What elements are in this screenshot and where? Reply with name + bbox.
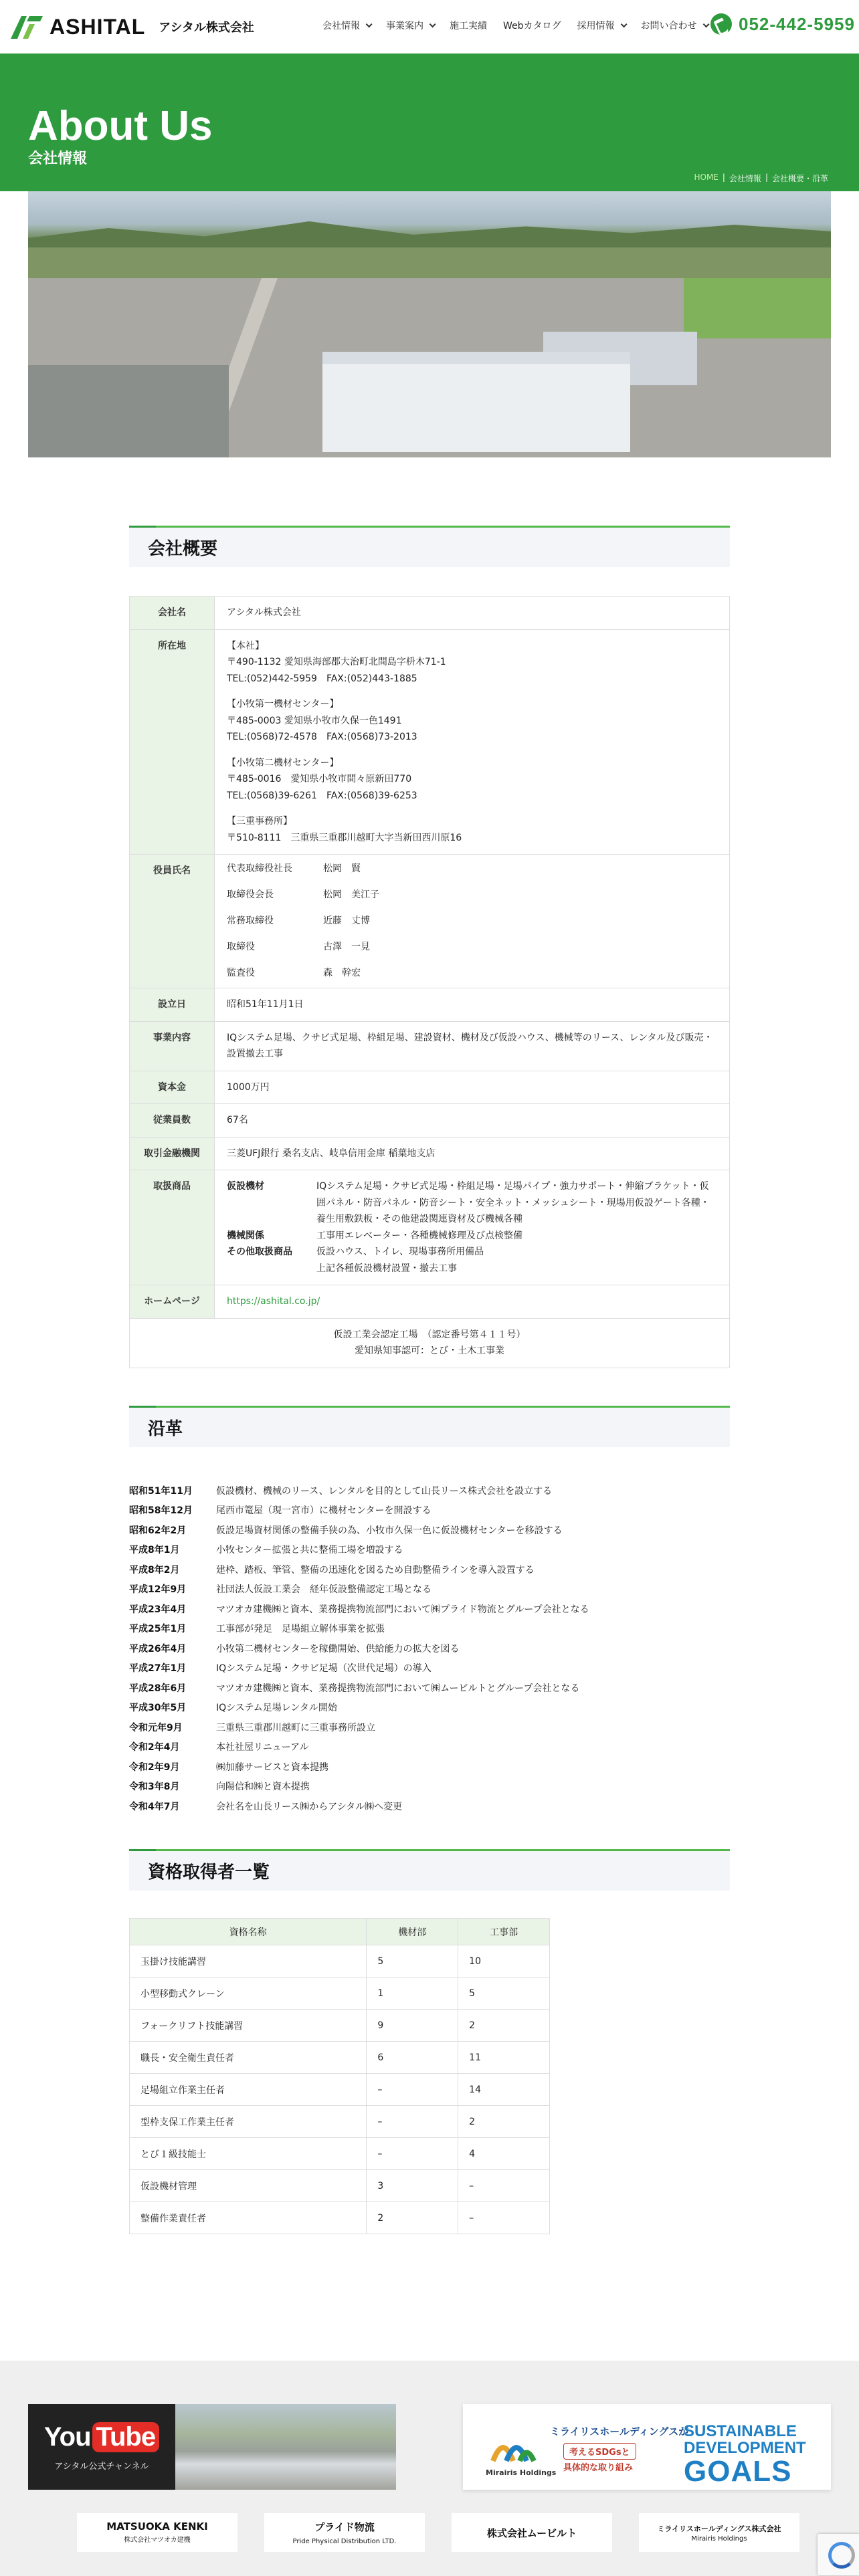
- partner-pride[interactable]: [264, 2513, 425, 2552]
- history-date: 平成25年1月: [129, 1624, 187, 1635]
- office-line: TEL:(0568)39-6261 FAX:(0568)39-6253: [227, 790, 417, 801]
- section-title-qualifications: 資格取得者一覧: [148, 1862, 270, 1883]
- breadcrumb-current: 会社概要・沿革: [771, 174, 828, 183]
- history-text: 建枠、踏板、筆管、整備の迅速化を図るため自動整備ラインを導入設置する: [216, 1564, 535, 1576]
- officer-row: [227, 934, 717, 960]
- history-section-head: [129, 1406, 730, 1447]
- history-item: [129, 1580, 730, 1600]
- nav-works[interactable]: [442, 19, 495, 32]
- nav-business[interactable]: [378, 19, 442, 32]
- global-nav: [314, 19, 715, 32]
- qualification-name: 型枠支保工作業主任者: [130, 2106, 367, 2138]
- table-row: [130, 629, 730, 855]
- product-category: 仮設機材: [227, 1181, 264, 1192]
- construction-count: –: [458, 2202, 550, 2234]
- office-line: 〒490-1132 愛知県海部郡大治町北間島字枡木71-1: [227, 657, 446, 667]
- logo-text-en: ASHITAL: [50, 14, 146, 39]
- table-row: [130, 1318, 730, 1368]
- history-list: [129, 1481, 730, 1816]
- overview-section-head: [129, 526, 730, 567]
- qualification-name: とび１級技能士: [130, 2138, 367, 2170]
- footer-banners: [0, 2361, 859, 2576]
- sdgs-holdings-name: Mirairis Holdings: [486, 2468, 557, 2477]
- history-item: [129, 1737, 730, 1757]
- history-date: 平成23年4月: [129, 1604, 187, 1615]
- officer-row: [227, 908, 717, 934]
- chevron-down-icon: [702, 21, 709, 27]
- business-value: IQシステム足場、クサビ式足場、枠組足場、建設資材、機材及び仮設ハウス、機械等のリース、レンタル及び販売・設置撤去工事: [215, 1021, 730, 1071]
- nav-label: お問い合わせ: [640, 21, 697, 31]
- nav-label: Webカタログ: [503, 21, 561, 31]
- officer-row: [227, 960, 717, 986]
- row-label: 役員氏名: [130, 855, 215, 988]
- page-hero: [0, 53, 859, 191]
- officers-value: [215, 855, 730, 988]
- partner-sub: Pride Physical Distribution LTD.: [292, 2537, 397, 2545]
- office-name: 【本社】: [227, 640, 264, 651]
- youtube-caption: アシタル公式チャンネル: [54, 2462, 149, 2472]
- nav-web-catalog[interactable]: [495, 19, 569, 32]
- construction-count: 14: [458, 2074, 550, 2106]
- qualification-name: 整備作業責任者: [130, 2202, 367, 2234]
- history-date: 令和4年7月: [129, 1801, 180, 1812]
- qualification-section-head: [129, 1849, 730, 1891]
- construction-count: 10: [458, 1945, 550, 1977]
- chevron-down-icon: [366, 21, 373, 27]
- office-komaki-2: [227, 755, 717, 804]
- founded-value: 昭和51年11月1日: [215, 988, 730, 1022]
- officer-role: 代表取締役社長: [227, 863, 292, 875]
- breadcrumb-company-info[interactable]: 会社情報: [729, 174, 761, 183]
- photo-green-field: [684, 278, 831, 338]
- history-item: [129, 1658, 730, 1679]
- address-value: [215, 629, 730, 855]
- homepage-value: [215, 1285, 730, 1319]
- officer-name: 近藤 丈博: [323, 916, 370, 927]
- history-text: 仮設機材、機械のリース、レンタルを目的として山長リース株式会社を設立する: [216, 1485, 553, 1497]
- equipment-count: 3: [367, 2170, 458, 2202]
- qualification-table: [129, 1918, 550, 2234]
- site-header: [0, 0, 859, 53]
- sdgs-text-3: 具体的な取り組み: [563, 2463, 634, 2473]
- product-row: [227, 1178, 717, 1228]
- history-text: 尾西市篭屋（現一宮市）に機材センターを開設する: [216, 1505, 432, 1517]
- mirairis-logo-icon: [490, 2431, 537, 2464]
- partner-name: プライド物流: [314, 2520, 375, 2533]
- partner-name: MATSUOKA KENKI: [106, 2520, 208, 2533]
- header-tel[interactable]: [710, 13, 855, 35]
- row-label: 事業内容: [130, 1021, 215, 1071]
- office-name: 【三重事務所】: [227, 816, 292, 827]
- history-item: [129, 1520, 730, 1540]
- section-title-history: 沿革: [148, 1419, 183, 1439]
- site-logo[interactable]: [9, 13, 254, 40]
- history-item: [129, 1777, 730, 1797]
- certification-value: [130, 1318, 730, 1368]
- qualification-name: 職長・安全衛生責任者: [130, 2042, 367, 2074]
- table-row: [130, 1977, 550, 2010]
- cert-line: 仮設工業会認定工場 （認定番号第４１１号）: [333, 1329, 526, 1340]
- table-header-row: [130, 1919, 550, 1945]
- products-value: [215, 1170, 730, 1285]
- partner-sub: 株式会社マツオカ建機: [124, 2537, 191, 2544]
- officer-row: [227, 856, 717, 882]
- history-text: 三重県三重郡川越町に三重事務所設立: [216, 1722, 375, 1733]
- banks-value: 三菱UFJ銀行 桑名支店、岐阜信用金庫 稲葉地支店: [215, 1137, 730, 1170]
- page-title: About Us: [28, 103, 213, 149]
- breadcrumb: [694, 173, 828, 184]
- qualification-rows: [130, 1945, 550, 2234]
- history-item: [129, 1560, 730, 1580]
- recaptcha-badge[interactable]: [818, 2534, 859, 2575]
- page-subtitle: 会社情報: [28, 150, 88, 167]
- equipment-count: 9: [367, 2010, 458, 2042]
- officer-role: 常務取締役: [227, 916, 274, 927]
- history-text: 社団法人仮設工業会 経年仮設整備認定工場となる: [216, 1584, 432, 1596]
- construction-count: 5: [458, 1977, 550, 2010]
- nav-label: 会社情報: [322, 21, 360, 31]
- history-text: 小牧センター拡張と共に整備工場を増設する: [216, 1545, 403, 1556]
- row-label: 取引金融機関: [130, 1137, 215, 1170]
- history-item: [129, 1599, 730, 1619]
- history-date: 平成30年5月: [129, 1703, 187, 1714]
- officer-name: 松岡 賢: [323, 863, 361, 875]
- history-text: 向陽信和㈱と資本提携: [216, 1782, 310, 1793]
- construction-count: 2: [458, 2106, 550, 2138]
- ashital-logo-icon: [9, 13, 44, 40]
- product-items: 工事用エレベーター・各種機械修理及び点検整備: [316, 1230, 522, 1241]
- construction-count: 11: [458, 2042, 550, 2074]
- history-date: 平成28年6月: [129, 1683, 187, 1694]
- partner-sub: Mirairis Holdings: [691, 2535, 747, 2543]
- construction-count: 4: [458, 2138, 550, 2170]
- nav-recruit[interactable]: [569, 19, 633, 32]
- equipment-count: –: [367, 2074, 458, 2106]
- sdgs-word: SUSTAINABLE: [684, 2422, 797, 2440]
- product-items: 仮設ハウス、トイレ、現場事務所用備品: [316, 1247, 484, 1257]
- officer-role: 取締役: [227, 942, 255, 953]
- aerial-photo: [28, 191, 831, 457]
- history-item: [129, 1757, 730, 1777]
- office-komaki-1: [227, 696, 717, 746]
- history-date: 令和3年8月: [129, 1782, 180, 1793]
- partner-moobuilt[interactable]: [452, 2513, 612, 2552]
- product-items: IQシステム足場・クサビ式足場・枠組足場・足場パイプ・強力サポート・伸縮ブラケット・仮囲パネル・防音パネル・防音シート・安全ネット・メッシュシート・現場用仮設ゲート各種・養生用敷鉄板・その他建設関連資材及び機械各種: [316, 1181, 710, 1224]
- office-line: 〒485-0016 愛知県小牧市間々原新田770: [227, 774, 412, 784]
- qualification-name: 小型移動式クレーン: [130, 1977, 367, 2010]
- history-item: [129, 1481, 730, 1501]
- history-text: ㈱加藤サービスと資本提携: [216, 1761, 328, 1773]
- tel-number: 052-442-5959: [739, 13, 855, 34]
- product-row: [227, 1228, 717, 1245]
- qualification-name: 足場組立作業主任者: [130, 2074, 367, 2106]
- row-label: 設立日: [130, 988, 215, 1022]
- table-row: [130, 2074, 550, 2106]
- history-date: 平成12年9月: [129, 1584, 187, 1596]
- history-text: 小牧第二機材センターを稼働開始、供給能力の拡大を図る: [216, 1643, 460, 1654]
- nav-label: 事業案内: [386, 21, 423, 31]
- row-label: 従業員数: [130, 1104, 215, 1138]
- table-row: [130, 2106, 550, 2138]
- nav-label: 採用情報: [577, 21, 615, 31]
- company-overview-table: [129, 596, 730, 1368]
- sdgs-text-1: ミライリスホールディングスが: [550, 2426, 689, 2438]
- table-row: [130, 2170, 550, 2202]
- history-text: マツオカ建機㈱と資本、業務提携物流部門において㈱ムービルトとグループ会社となる: [216, 1683, 580, 1694]
- history-date: 平成26年4月: [129, 1643, 187, 1654]
- table-row: [130, 988, 730, 1022]
- history-item: [129, 1717, 730, 1737]
- equipment-count: 6: [367, 2042, 458, 2074]
- history-item: [129, 1540, 730, 1560]
- history-text: 仮設足場資材関係の整備手狭の為、小牧市久保一色に仮設機材センターを移設する: [216, 1525, 563, 1536]
- history-text: 本社社屋リニューアル: [216, 1742, 309, 1753]
- photo-sky: [28, 191, 831, 223]
- homepage-link[interactable]: https://ashital.co.jp/: [227, 1296, 320, 1307]
- office-line: 〒485-0003 愛知県小牧市久保一色1491: [227, 715, 402, 726]
- product-items: 上記各種仮設機材設置・撤去工事: [316, 1263, 457, 1274]
- office-line: TEL:(0568)72-4578 FAX:(0568)73-2013: [227, 732, 417, 742]
- col-header-construction: 工事部: [458, 1919, 550, 1945]
- partner-matsuoka[interactable]: [77, 2513, 237, 2552]
- nav-contact[interactable]: [633, 19, 715, 32]
- company-name-value: アシタル株式会社: [215, 597, 730, 630]
- history-text: IQシステム足場レンタル開始: [216, 1703, 337, 1714]
- officer-role: 取締役会長: [227, 889, 274, 901]
- youtube-logo-tube: Tube: [92, 2422, 160, 2452]
- sdgs-goals: GOALS: [684, 2455, 792, 2488]
- table-row: [130, 855, 730, 988]
- history-item: [129, 1678, 730, 1698]
- capital-value: 1000万円: [215, 1071, 730, 1104]
- history-date: 令和元年9月: [129, 1722, 183, 1733]
- cert-line: 愛知県知事認可：とび・土木工事業: [355, 1346, 504, 1356]
- row-label: ホームページ: [130, 1285, 215, 1319]
- history-date: 昭和51年11月: [129, 1485, 193, 1497]
- officer-name: 森 幹宏: [323, 968, 361, 979]
- logo-text-ja: アシタル株式会社: [159, 21, 254, 35]
- history-item: [129, 1619, 730, 1639]
- table-row: [130, 1137, 730, 1170]
- youtube-panel: [28, 2404, 175, 2490]
- table-row: [130, 597, 730, 630]
- nav-company-info[interactable]: [314, 19, 378, 32]
- history-text: マツオカ建機㈱と資本、業務提携物流部門において㈱プライド物流とグループ会社となる: [216, 1604, 589, 1615]
- table-row: [130, 1285, 730, 1319]
- table-row: [130, 2202, 550, 2234]
- officer-name: 古澤 一見: [323, 942, 370, 953]
- office-line: 〒510-8111 三重県三重郡川越町大字当新田西川原16: [227, 832, 462, 843]
- youtube-banner[interactable]: [28, 2404, 396, 2490]
- officer-role: 監査役: [227, 968, 255, 979]
- sdgs-text-2: 考えるSDGsと: [563, 2443, 636, 2460]
- photo-warehouse: [322, 352, 630, 452]
- history-text: 工事部が発足 足場組立解体事業を拡張: [216, 1624, 385, 1635]
- sdgs-banner[interactable]: [463, 2404, 831, 2490]
- table-row: [130, 1170, 730, 1285]
- product-row: [227, 1244, 717, 1261]
- row-label: 会社名: [130, 597, 215, 630]
- history-item: [129, 1501, 730, 1521]
- office-mie: [227, 813, 717, 846]
- history-date: 昭和58年12月: [129, 1505, 193, 1517]
- construction-count: –: [458, 2170, 550, 2202]
- equipment-count: –: [367, 2138, 458, 2170]
- breadcrumb-home[interactable]: HOME: [694, 173, 719, 182]
- partner-mirairis[interactable]: [639, 2513, 799, 2552]
- youtube-thumbnail: [175, 2404, 396, 2490]
- col-header-equipment: 機材部: [367, 1919, 458, 1945]
- employees-value: 67名: [215, 1104, 730, 1138]
- office-name: 【小牧第一機材センター】: [227, 699, 339, 710]
- table-row: [130, 1945, 550, 1977]
- youtube-logo-icon: [44, 2422, 159, 2452]
- equipment-count: 5: [367, 1945, 458, 1977]
- product-category: その他取扱商品: [227, 1247, 292, 1257]
- table-row: [130, 1071, 730, 1104]
- row-label: 所在地: [130, 629, 215, 855]
- officer-row: [227, 882, 717, 908]
- table-row: [130, 1021, 730, 1071]
- office-line: TEL:(052)442-5959 FAX:(052)443-1885: [227, 673, 417, 684]
- table-row: [130, 2042, 550, 2074]
- col-header-name: 資格名称: [130, 1919, 367, 1945]
- equipment-count: 1: [367, 1977, 458, 2010]
- history-date: 令和2年4月: [129, 1742, 180, 1753]
- partner-logos: [77, 2513, 799, 2552]
- history-date: 昭和62年2月: [129, 1525, 187, 1536]
- phone-icon: [710, 13, 732, 35]
- table-row: [130, 1104, 730, 1138]
- qualification-name: 仮設機材管理: [130, 2170, 367, 2202]
- nav-label: 施工実績: [450, 21, 487, 31]
- history-text: 会社名を山長リース㈱からアシタル㈱へ変更: [216, 1801, 403, 1812]
- history-text: IQシステム足場・クサビ足場（次世代足場）の導入: [216, 1663, 432, 1675]
- equipment-count: –: [367, 2106, 458, 2138]
- equipment-count: 2: [367, 2202, 458, 2234]
- photo-yard: [28, 365, 229, 457]
- officer-name: 松岡 美江子: [323, 889, 379, 901]
- history-item: [129, 1698, 730, 1718]
- table-row: [130, 2138, 550, 2170]
- row-label: 取扱商品: [130, 1170, 215, 1285]
- row-label: 資本金: [130, 1071, 215, 1104]
- section-title-overview: 会社概要: [148, 539, 218, 559]
- qualification-name: フォークリフト技能講習: [130, 2010, 367, 2042]
- history-date: 平成8年2月: [129, 1564, 180, 1576]
- breadcrumb-sep: |: [722, 173, 725, 182]
- sdgs-word: DEVELOPMENT: [684, 2439, 806, 2458]
- product-row: [227, 1261, 717, 1277]
- partner-name: 株式会社ムービルト: [486, 2527, 577, 2539]
- sdgs-logo-text: [684, 2423, 806, 2488]
- construction-count: 2: [458, 2010, 550, 2042]
- office-name: 【小牧第二機材センター】: [227, 757, 339, 768]
- product-category: [227, 1261, 316, 1277]
- history-date: 平成27年1月: [129, 1663, 187, 1675]
- chevron-down-icon: [430, 21, 436, 27]
- history-item: [129, 1638, 730, 1658]
- qualification-name: 玉掛け技能講習: [130, 1945, 367, 1977]
- breadcrumb-sep: |: [765, 173, 768, 182]
- history-item: [129, 1796, 730, 1816]
- partner-name: ミライリスホールディングス株式会社: [657, 2524, 781, 2533]
- product-category: 機械関係: [227, 1230, 264, 1241]
- table-row: [130, 2010, 550, 2042]
- history-date: 令和2年9月: [129, 1761, 180, 1773]
- chevron-down-icon: [620, 21, 627, 27]
- history-date: 平成8年1月: [129, 1545, 180, 1556]
- youtube-logo-you: You: [43, 2422, 91, 2452]
- office-hq: [227, 638, 717, 687]
